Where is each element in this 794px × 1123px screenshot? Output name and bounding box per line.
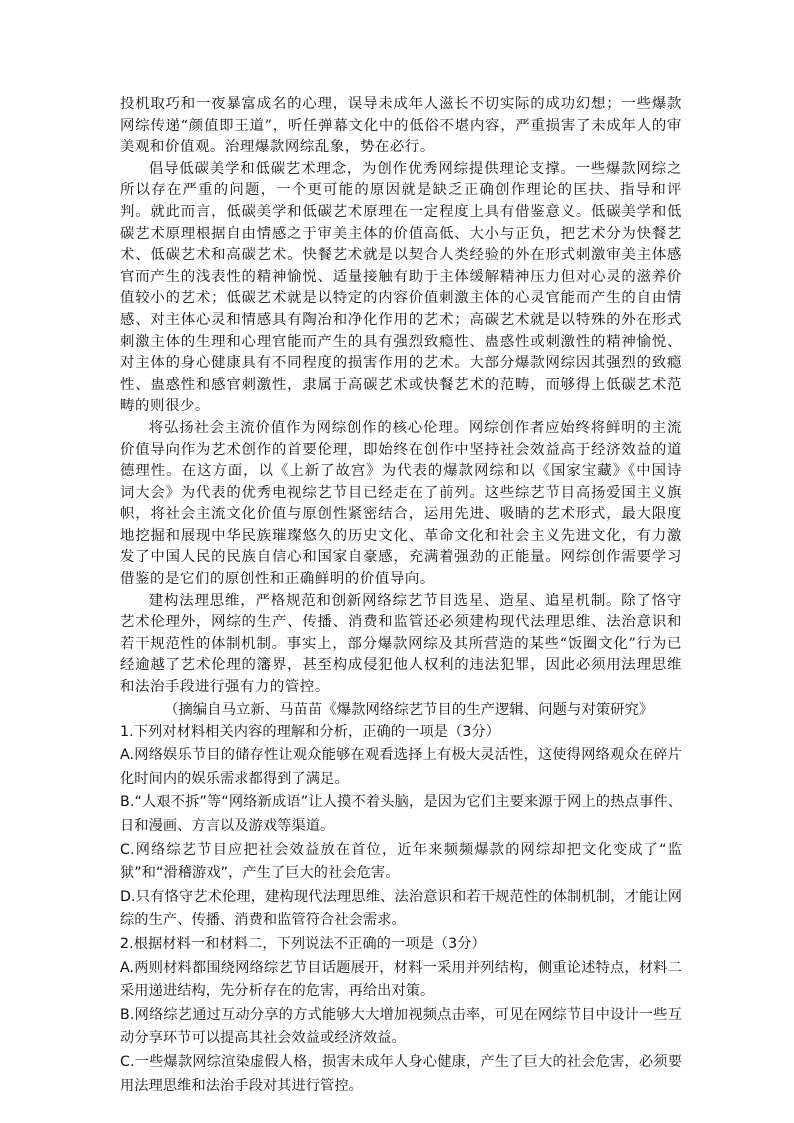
source-citation: （摘编自马立新、马苗苗《爆款网络综艺节目的生产逻辑、问题与对策研究》 — [164, 701, 654, 718]
article-body — [120, 94, 682, 699]
questions-section — [120, 721, 682, 1099]
question-stem: 1.下列对材料相关内容的理解和分析，正确的一项是（3分） — [120, 723, 501, 740]
paragraph: 投机取巧和一夜暴富成名的心理，误导未成年人滋长不切实际的成功幻想；一些爆款网综传递“颜值即王道”，听任弹幕文化中的低俗不堪内容，严重损害了未成年人的审美观和价值观。治理爆款网综乱象，势在必行。 — [120, 96, 682, 156]
answer-option: C.网络综艺节目应把社会效益放在首位，近年来频频爆款的网综却把文化变成了“监狱”和“滑稽游戏”，产生了巨大的社会危害。 — [120, 841, 682, 882]
answer-option: A.网络娱乐节目的储存性让观众能够在观看选择上有极大灵活性，这使得网络观众在碎片化时间内的娱乐需求都得到了满足。 — [120, 747, 682, 787]
answer-option: D.只有恪守艺术伦理，建构现代法理思维、法治意识和若干规范性的体制机制，才能让网综的生产、传播、消费和监管符合社会需求。 — [120, 888, 682, 929]
answer-option: A.两则材料都围绕网络综艺节目话题展开，材料一采用并列结构，侧重论述特点，材料二采用递进结构，先分析存在的危害，再给出对策。 — [120, 959, 682, 1000]
answer-option: B.网络综艺通过互动分享的方式能够大大增加视频点击率，可见在网综节目中设计一些互动分享环节可以提高其社会效益或经济效益。 — [120, 1006, 682, 1047]
question-stem: 2.根据材料一和材料二，下列说法不正确的一项是（3分） — [120, 935, 486, 952]
paragraph: 建构法理思维，严格规范和创新网络综艺节目选星、造星、追星机制。除了恪守艺术伦理外，网综的生产、传播、消费和监管还必须建构现代法理思维、法治意识和若干规范性的体制机制。事实上，部分爆款网综及其所营造的某些“饭圈文化”行为已经逾越了艺术伦理的籓界，甚至构成侵犯他人权利的违法犯罪，因此必须用法理思维和法治手段进行强有力的管控。 — [120, 592, 682, 696]
paragraph: 倡导低碳美学和低碳艺术理念，为创作优秀网综提供理论支撑。一些爆款网综之所以存在严重的问题，一个更可能的原因就是缺乏正确创作理论的匡扶、指导和评判。就此而言，低碳美学和低碳艺术原理在一定程度上具有借鉴意义。低碳美学和低碳艺术原理根据自由情感之于审美主体的价值高低、大小与正负，把艺术分为快餐艺术、低碳艺术和高碳艺术。快餐艺术就是以契合人类经验的外在形式刺激审美主体感官而产生的浅表性的精神愉悦、适量接触有助于主体缓解精神压力但对心灵的滋养价值较小的艺术；低碳艺术就是以特定的内容价值刺激主体的心灵官能而产生的自由情感、对主体心灵和情感具有陶冶和净化作用的艺术；高碳艺术就是以特殊的外在形式刺激主体的生理和心理官能而产生的具有强烈致瘾性、蛊惑性或刺激性的精神愉悦、对主体的身心健康具有不同程度的损害作用的艺术。大部分爆款网综因其强烈的致瘾性、蛊惑性和感官刺激性，隶属于高碳艺术或快餐艺术的范畴，而够得上低碳艺术范畴的则很少。 — [120, 160, 682, 415]
answer-option: B.“人艰不拆”等“网络新成语”让人摸不着头脑，是因为它们主要来源于网上的热点事件、日和漫画、方言以及游戏等渠道。 — [120, 794, 682, 834]
paragraph: 将弘扬社会主流价值作为网综创作的核心伦理。网综创作者应始终将鲜明的主流价值导向作为艺术创作的首要伦理，即始终在创作中坚持社会效益高于经济效益的道德理性。在这方面，以《上新了故宫》为代表的爆款网综和以《国家宝藏》《中国诗词大会》为代表的优秀电视综艺节目已经走在了前列。这些综艺节目高扬爱国主义旗帜，将社会主流文化价值与原创性紧密结合，运用先进、吸睛的艺术形式，最大限度地挖掘和展现中华民族璀璨悠久的历史文化、革命文化和社会主义先进文化，有力激发了中国人民的民族自信心和国家自豪感，充满着强劲的正能量。网综创作需要学习借鉴的是它们的原创性和正确鲜明的价值导向。 — [120, 419, 682, 588]
document-page — [120, 94, 682, 1098]
answer-option: C.一些爆款网综渲染虚假人格，损害未成年人身心健康，产生了巨大的社会危害，必须要用法理思维和法治手段对其进行管控。 — [120, 1053, 682, 1094]
